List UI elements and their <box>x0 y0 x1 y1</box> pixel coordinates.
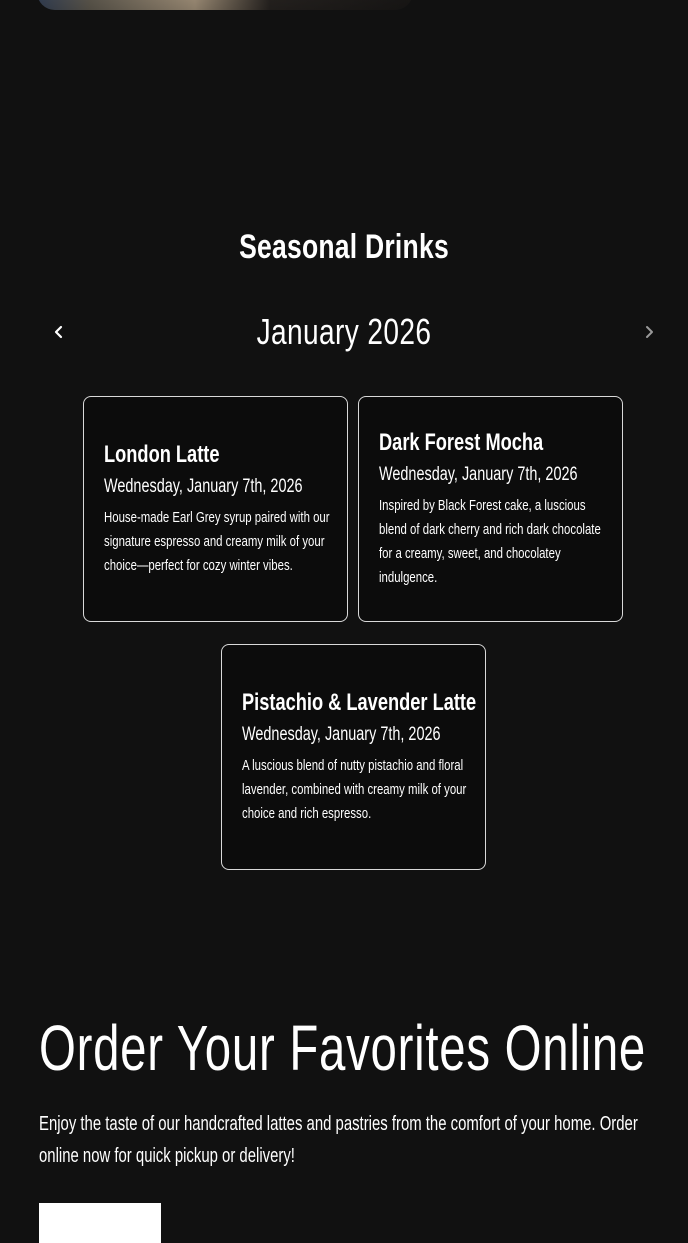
drink-card-content <box>379 397 608 621</box>
previous-month-button[interactable] <box>45 318 73 346</box>
drink-card-content <box>242 645 477 869</box>
current-month: January 2026 <box>256 311 432 352</box>
drink-date: Wednesday, January 7th, 2026 <box>379 464 578 485</box>
chevron-left-icon <box>53 325 65 339</box>
order-description: Enjoy the taste of our handcrafted lattes and pastries from the comfort of your home. Order online now for quick pickup or delivery! <box>39 1113 638 1167</box>
drink-description: House-made Earl Grey syrup paired with our signature espresso and creamy milk of your choice—perfect for cozy winter vibes. <box>104 509 330 574</box>
drink-card-pistachio-lavender-latte[interactable] <box>221 644 486 870</box>
drink-title: London Latte <box>104 441 220 468</box>
chevron-right-icon <box>643 325 655 339</box>
drink-date: Wednesday, January 7th, 2026 <box>242 724 441 745</box>
order-online-button[interactable] <box>39 1203 161 1243</box>
order-title: Order Your Favorites Online <box>39 1012 647 1084</box>
drink-card-london-latte[interactable] <box>83 396 348 622</box>
hero-image-shade <box>37 0 413 10</box>
drink-description: A luscious blend of nutty pistachio and floral lavender, combined with creamy milk of your choice and rich espresso. <box>242 757 467 822</box>
drink-card-content <box>104 397 333 621</box>
drink-title: Dark Forest Mocha <box>379 429 544 456</box>
month-navigation <box>0 310 688 354</box>
drink-date: Wednesday, January 7th, 2026 <box>104 476 303 497</box>
drink-description: Inspired by Black Forest cake, a luscious blend of dark cherry and rich dark chocolate for a creamy, sweet, and chocolatey indulgence. <box>379 497 601 586</box>
hero-image <box>37 0 413 10</box>
drink-card-dark-forest-mocha[interactable] <box>358 396 623 622</box>
section-title: Seasonal Drinks <box>239 228 449 266</box>
drink-title: Pistachio & Lavender Latte <box>242 689 477 716</box>
next-month-button[interactable] <box>635 318 663 346</box>
